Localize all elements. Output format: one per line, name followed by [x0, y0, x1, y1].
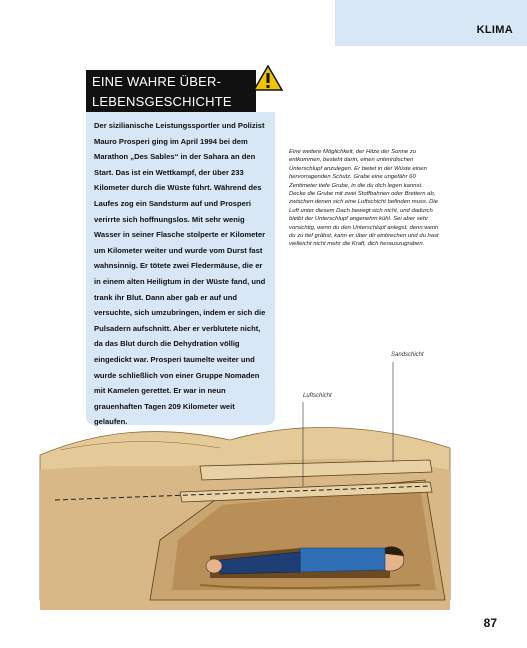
air-layer-label: Luftschicht [303, 393, 332, 399]
story-title-line2: LEBENSGESCHICHTE [92, 94, 232, 109]
side-text: Eine weitere Möglichkeit, der Hitze der Sonne zu entkommen, besteht darin, einen unterirdischen Unterschlupf anzulegen. Er bietet in der Wüste einen hervorragenden Schutz. Grabe eine ungefähr 60 Zentimeter tiefe Grube, in die du dich legen kannst. Decke die Grube mit zwei Stoffbahnen oder Brettern ab, zwischen denen sich eine Luftschicht befinden muss. Die Luft unter diesem Dach bewegt sich nicht, und dadurch bleibt der Unterschlupf angenehm kühl. Sei aber sehr vorsichtig, wenn du den Unterschlupf anlegst, denn wenn du zu tief gräbst, kann er über dir einbrechen und du hast vielleicht nicht mehr die Kraft, dich herauszugraben. [289, 149, 439, 248]
section-label: KLIMA [476, 24, 513, 36]
story-text: Der sizilianische Leistungssportler und Polizist Mauro Prosperi ging im April 1994 bei dem Marathon „Des Sables“ in der Sahara an den Start. Das ist ein Wettkampf, der über 233 Kilometer durch die Wüste führt. Während des Laufes zog ein Sandsturm auf und Prosperi verirrte sich hoffnungslos. Mit sehr wenig Wasser in seiner Flasche stolperte er Kilometer um Kilometer weiter und wurde vom Durst fast wahnsinnig. Er tötete zwei Fledermäuse, die er in einem alten Heiligtum in der Wüste fand, und trank ihr Blut. Dann aber gab er auf und versuchte, sich umzubringen, indem er sich die Pulsadern aufschnitt. Aber er verblutete nicht, da das Blut durch die Dehydration völlig eingedickt war. Prosperi taumelte weiter und wurde schließlich von einer Gruppe Nomaden mit Kamelen gerettet. Er war in neun grauenhaften Tagen 209 Kilometer weit gelaufen. [94, 121, 266, 427]
sand-layer-label: Sandschicht [391, 352, 424, 358]
story-title-line1: EINE WAHRE ÜBER- [92, 74, 222, 89]
page-number: 87 [483, 616, 497, 630]
